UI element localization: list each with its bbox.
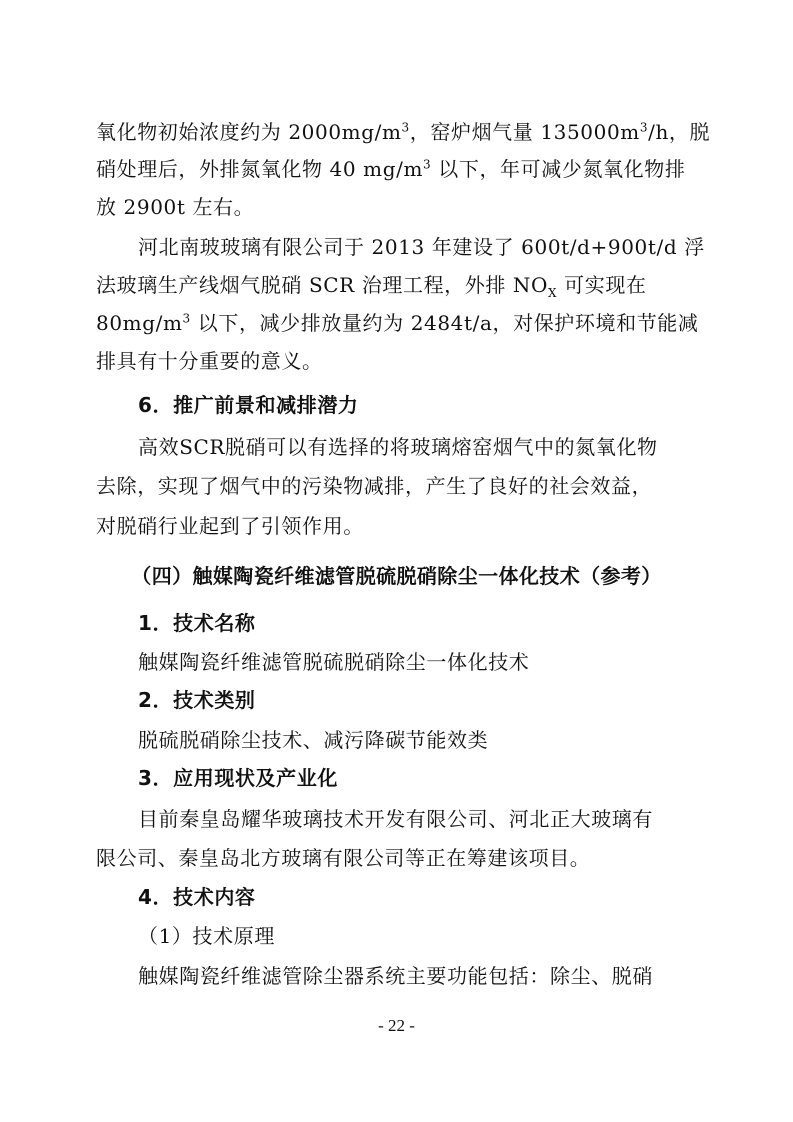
section-heading: 4．技术内容 xyxy=(138,885,256,909)
tech-category: 脱硫脱硝除尘技术、减污降碳节能效类 xyxy=(138,728,489,752)
paragraph-line: 放 2900t 左右。 xyxy=(96,195,255,219)
paragraph-line: 去除，实现了烟气中的污染物减排，产生了良好的社会效益， xyxy=(96,474,653,498)
superscript: 3 xyxy=(182,311,191,326)
section-title: （四）触媒陶瓷纤维滤管脱硫脱硝除尘一体化技术（参考） xyxy=(131,564,662,588)
paragraph-line xyxy=(96,271,647,299)
paragraph-line xyxy=(96,118,710,146)
section-heading: 3．应用现状及产业化 xyxy=(138,766,338,790)
paragraph-line xyxy=(96,309,699,337)
text-segment: 以下，年可减少氮氧化物排 xyxy=(431,157,686,181)
superscript: 3 xyxy=(401,120,410,135)
subscript: X xyxy=(548,286,558,300)
paragraph-line: 对脱硝行业起到了引领作用。 xyxy=(96,514,364,538)
superscript: 3 xyxy=(423,157,432,172)
superscript: 3 xyxy=(639,120,649,135)
paragraph-line: 目前秦皇岛耀华玻璃技术开发有限公司、河北正大玻璃有 xyxy=(138,807,653,831)
section-heading: 6．推广前景和减排潜力 xyxy=(138,393,359,417)
paragraph-line: 高效SCR脱硝可以有选择的将玻璃熔窑烟气中的氮氧化物 xyxy=(138,435,658,459)
text-segment: 氧化物初始浓度约为 2000mg/m xyxy=(96,120,402,144)
paragraph-line xyxy=(96,155,685,183)
sub-heading: （1）技术原理 xyxy=(138,924,275,948)
paragraph-line: 排具有十分重要的意义。 xyxy=(96,349,323,373)
section-heading: 2．技术类别 xyxy=(138,688,256,712)
paragraph-line: 河北南玻玻璃有限公司于 2013 年建设了 600t/d+900t/d 浮 xyxy=(138,235,705,259)
text-segment: 以下，减少排放量约为 2484t/a，对保护环境和节能减 xyxy=(190,311,699,335)
section-heading: 1．技术名称 xyxy=(138,611,256,635)
text-segment: /h，脱 xyxy=(648,120,711,144)
paragraph-line: 限公司、秦皇岛北方玻璃有限公司等正在筹建该项目。 xyxy=(96,846,591,870)
tech-name: 触媒陶瓷纤维滤管脱硫脱硝除尘一体化技术 xyxy=(138,650,530,674)
text-segment: ，窑炉烟气量 135000m xyxy=(409,120,640,144)
text-segment: 法玻璃生产线烟气脱硝 SCR 治理工程，外排 NO xyxy=(96,273,549,297)
page-number: - 22 - xyxy=(378,1016,415,1035)
text-segment: 80mg/m xyxy=(96,311,183,335)
text-segment: 硝处理后，外排氮氧化物 40 mg/m xyxy=(96,157,424,181)
text-segment: 可实现在 xyxy=(557,273,647,297)
paragraph-line: 触媒陶瓷纤维滤管除尘器系统主要功能包括：除尘、脱硝 xyxy=(138,964,653,988)
